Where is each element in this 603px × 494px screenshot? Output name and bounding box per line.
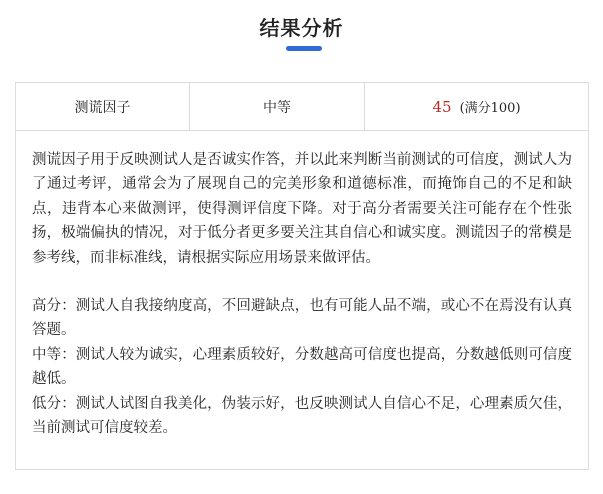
result-table bbox=[15, 82, 589, 131]
intro-paragraph: 测谎因子用于反映测试人是否诚实作答，并以此来判断当前测试的可信度，测试人为了通过考评，通常会为了展现自己的完美形象和道德标准，而掩饰自己的不足和缺点，违背本心来做测评，使得测评信度下降。对于高分者需要关注可能存在个性张扬，极端偏执的情况，对于低分者更多要关注其自信心和诚实度。测谎因子的常模是参考线，而非标准线，请根据实际应用场景来做评估。 bbox=[32, 152, 572, 266]
level-high-text: 测试人自我接纳度高，不回避缺点，也有可能人品不端，或心不在焉没有认真答题。 bbox=[32, 298, 573, 339]
page-title: 结果分析 bbox=[259, 16, 344, 40]
title-underline bbox=[286, 46, 322, 51]
level-low-text: 测试人试图自我美化，伪装示好，也反映测试人自信心不足，心理素质欠佳，当前测试可信度较差。 bbox=[32, 395, 573, 437]
level-medium bbox=[32, 343, 572, 392]
level-medium-key: 中等： bbox=[32, 346, 76, 363]
level-low-key: 低分： bbox=[32, 395, 76, 412]
score-cell bbox=[364, 83, 588, 130]
spacer bbox=[32, 270, 572, 294]
level-cell: 中等 bbox=[189, 83, 364, 130]
level-high bbox=[32, 294, 572, 343]
score-value: 45 bbox=[432, 97, 452, 116]
level-medium-text: 测试人较为诚实，心理素质较好，分数越高可信度也提高，分数越低则可信度越低。 bbox=[32, 346, 573, 388]
score-max-label: (满分100) bbox=[459, 101, 521, 116]
level-low bbox=[32, 392, 572, 441]
factor-name-cell: 测谎因子 bbox=[74, 99, 131, 116]
description-box bbox=[15, 130, 589, 470]
level-high-key: 高分： bbox=[32, 298, 76, 315]
